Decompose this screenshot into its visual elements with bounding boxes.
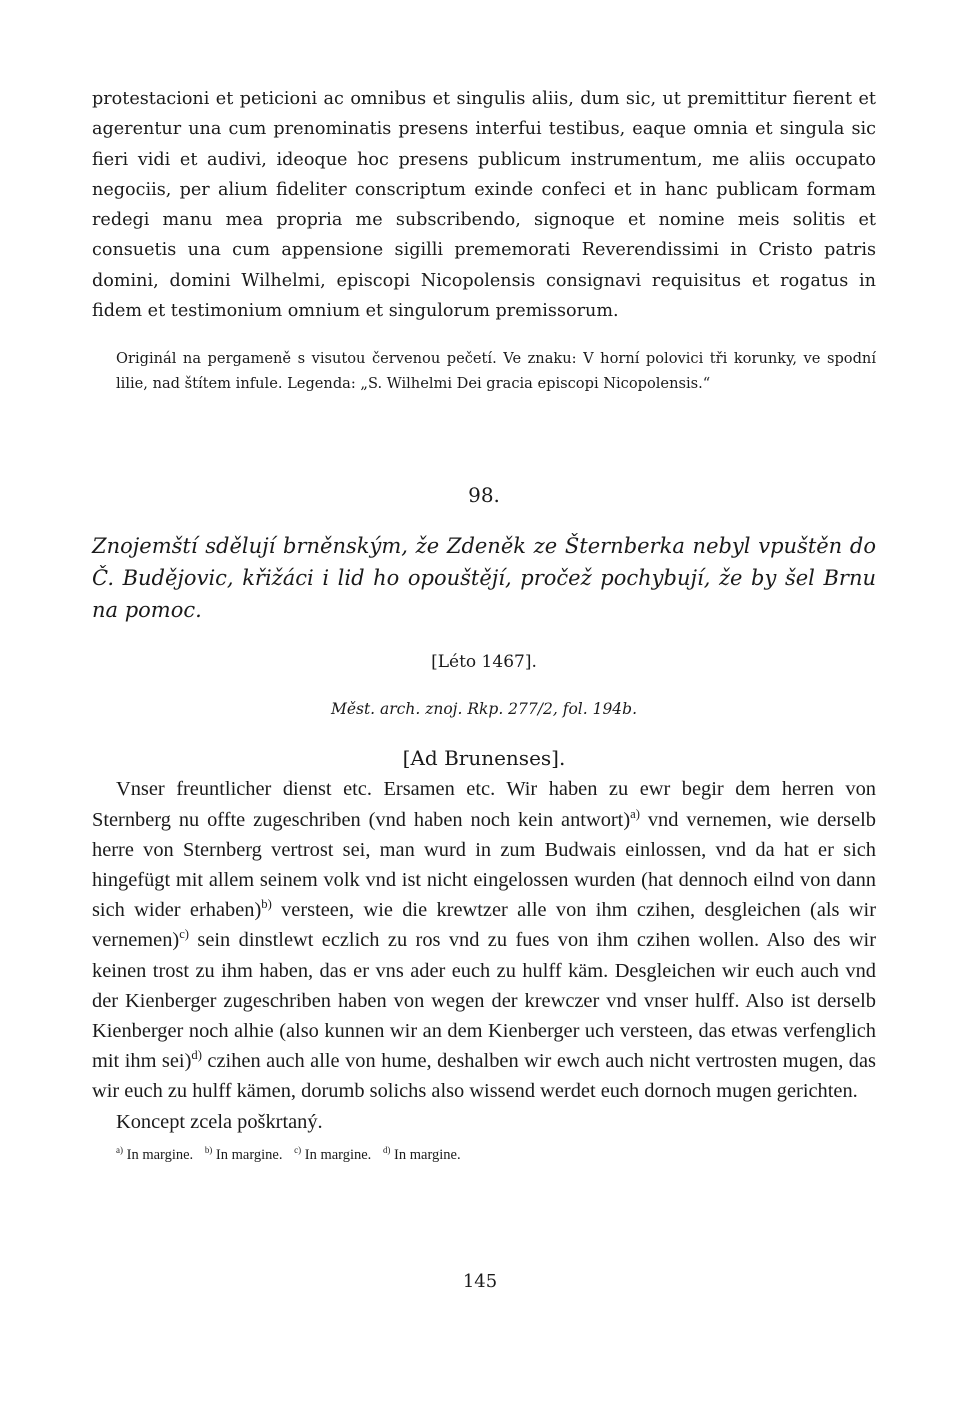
page-number: 145 <box>462 1271 498 1292</box>
document-number: 98. <box>468 483 500 508</box>
footnote-text: In margine. <box>122 1146 194 1163</box>
letter-text-segment: versteen, wie die krewtzer alle von ihm czihen, desgleichen (als wir vernemen) <box>92 899 876 952</box>
footnote-marker: a) <box>630 806 640 821</box>
footnote-text: In margine. <box>212 1146 283 1163</box>
footnote-text: In margine. <box>301 1146 372 1163</box>
letter-address: [Ad Brunenses]. <box>402 746 566 771</box>
document-date: [Léto 1467]. <box>431 652 537 673</box>
footnote-mark: c) <box>294 1144 302 1155</box>
footnote-item <box>116 1144 194 1163</box>
letter-text-segment: sein dinstlewt eczlich zu ros vnd zu fues von ihm czihen wollen. Also des wir keinen trost zu ihm haben, das er vns ader euch zu hulff käm. Desgleichen wir euch auch vnd der Kienberger zugeschriben haben von wegen der krewczer vnd vnser hulff. Also ist derselb Kienberger noch alhie (also kunnen wir an dem Kienberger uch versteen, das etwas verfenglich mit ihm sei) <box>92 929 876 1073</box>
footnote-mark: b) <box>204 1144 213 1155</box>
concept-note: Koncept zcela poškrtaný. <box>116 1110 323 1133</box>
letter-text-segment <box>92 778 116 800</box>
letter-body <box>92 774 876 1106</box>
footnote-marker: d) <box>191 1048 202 1063</box>
latin-notarial-paragraph: protestacioni et peticioni ac omnibus et singulis aliis, dum sic, ut premittitur fierent et agerentur una cum prenominatis presens interfui testibus, eaque omnia et singula sic fieri vidi et audivi, ideoque hoc presens publicum instrumentum, me aliis occupato negociis, per alium fideliter conscriptum exinde confeci et in hanc publicam formam redegi manu mea propria me subscribendo, signoque et nomine meis solitis et consuetis una cum appensione sigilli prememorati Reverendissimi in Cristo patris domini, domini Wilhelmi, episcopi Nicopolensis consignavi requisitus et rogatus in fidem et testimonium omnium et singulorum premissorum. <box>92 89 876 322</box>
footnote-item <box>294 1144 372 1163</box>
footnote-item <box>382 1144 461 1163</box>
footnote-mark: a) <box>116 1144 123 1155</box>
document-page <box>92 84 876 1167</box>
footnote-marker: c) <box>179 927 189 942</box>
letter-text-segment: czihen auch alle von hume, deshalben wir ewch auch nicht vertrosten mugen, das wir euch zu hulff kämen, dorumb solichs also wissend werdet euch dornoch mugen gerichten. <box>92 1050 876 1103</box>
archive-reference: Měst. arch. znoj. Rkp. 277/2, fol. 194b. <box>330 700 638 719</box>
footnote-mark: d) <box>382 1144 391 1155</box>
original-description-note: Originál na pergameně s visutou červenou pečetí. Ve znaku: V horní polovici tři korunky, ve spodní lilie, nad štítem infule. Legenda: „S. Wilhelmi Dei gracia episcopi Nicopolensis.“ <box>116 350 876 393</box>
footnotes <box>116 1143 876 1167</box>
footnote-marker: b) <box>261 897 272 912</box>
footnote-item <box>204 1144 283 1163</box>
letter-text-segment: Vnser freuntlicher dienst etc. Ersamen etc. Wir haben zu ewr begir dem herren von Sternberg nu offte zugeschriben (vnd haben noch kein antwort) <box>92 778 876 831</box>
footnote-text: In margine. <box>390 1146 461 1163</box>
letter-text-segment: vnd vernemen, wie derselb herre von Sternberg vertrost sei, man wurd in zum Budwais einlossen, vnd da hat er sich hingefügt mit allem seinem volk vnd ist nicht eingelossen wurden (hat dennoch eilnd von dann sich wider erhaben) <box>92 808 876 922</box>
document-summary: Znojemští sdělují brněnským, že Zdeněk ze Šternberka nebyl vpuštěn do Č. Budějovic, křižáci i lid ho opouštějí, pročež pochybují, že by šel Brnu na pomoc. <box>92 534 876 623</box>
